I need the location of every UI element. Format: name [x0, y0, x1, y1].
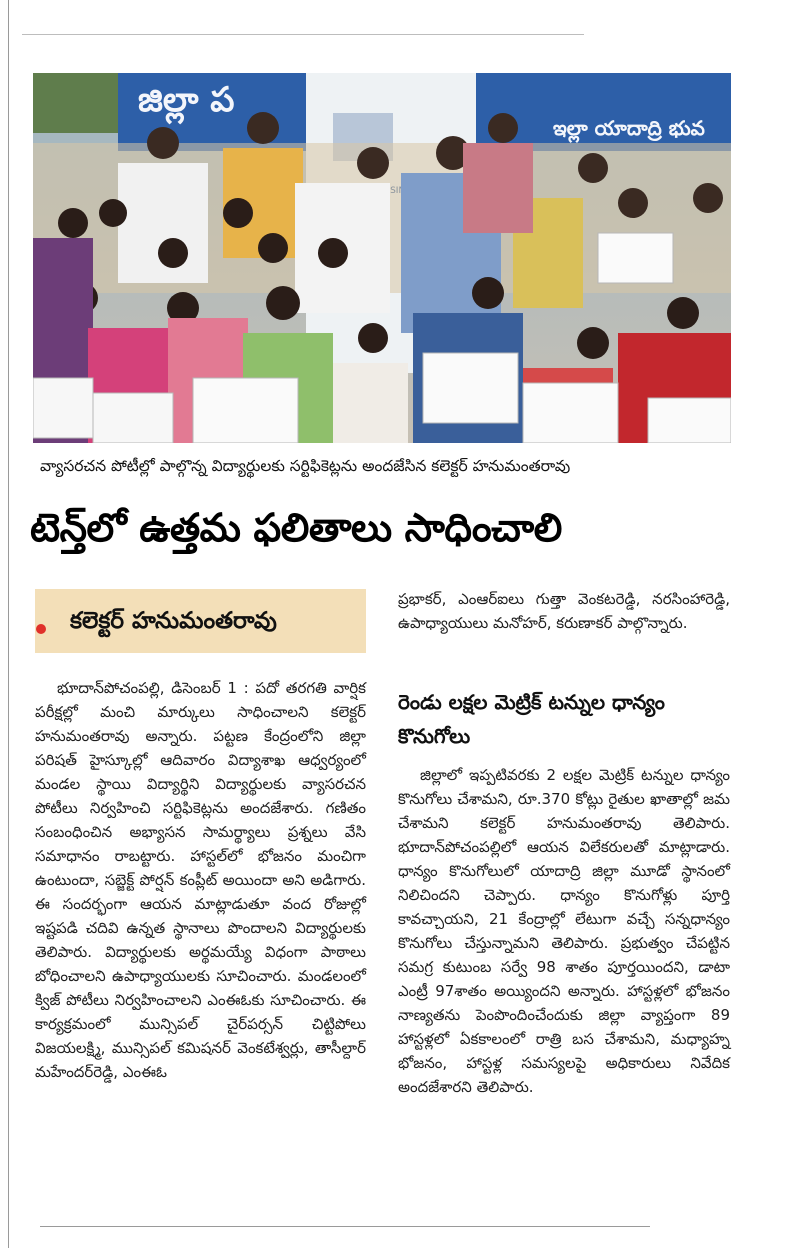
paragraph: ప్రభాకర్, ఎంఆర్ఐలు గుత్తా వెంకటరెడ్డి, నరసింహారెడ్డి, ఉపాధ్యాయులు మనోహర్, కరుణాకర్ పాల్గొన్నారు. [398, 590, 730, 632]
headline: టెన్త్‌లో ఉత్తమ ఫలితాలు సాధించాలి [30, 506, 562, 551]
news-photo [33, 73, 731, 443]
banner-right-text: ఇల్లా యాదాద్రి భువ [553, 116, 705, 140]
top-divider [22, 34, 584, 35]
bullet-icon [36, 624, 46, 634]
article-right-column [398, 763, 730, 1099]
paragraph: భూదాన్‌పోచంపల్లి, డిసెంబర్ 1 : పదో తరగతి వార్షిక పరీక్షల్లో మంచి మార్కులు సాధించాలని కలెక్టర్ హనుమంతరావు అన్నారు. పట్టణ కేంద్రంలోని జిల్లా పరిషత్ హైస్కూల్లో ఆదివారం విద్యాశాఖ ఆధ్వర్యంలో మండల స్థాయి విద్యార్థిని విద్యార్థులకు వ్యాసరచన పోటీలు నిర్వహించి సర్టిఫికెట్లను అందజేశారు. గణితం సంబంధించిన అభ్యాసన సామర్థ్యాలు ప్రశ్నలు వేసి సమాధానం రాబట్టారు. హాస్టల్‌లో భోజనం మంచిగా ఉంటుందా, సబ్జెక్ట్ పోర్షన్ కంప్లీట్ అయిందా అని అడిగారు. ఈ సందర్భంగా ఆయన మాట్లాడుతూ వంద రోజుల్లో ఇష్టపడి చదివి ఉన్నత స్థానాలు పొందాలని విద్యార్థులకు తెలిపారు. విద్యార్థులకు అర్థమయ్యే విధంగా పాఠాలు బోధించాలని ఉపాధ్యాయులకు సూచించారు. మండలంలో క్విజ్ పోటీలు నిర్వహించాలని ఎంఈఓకు సూచించారు. ఈ కార్యక్రమంలో మున్సిపల్ చైర్‌పర్సన్ చిట్టిపోలు విజయలక్ష్మి, మున్సిపల్ కమిషనర్ వెంకటేశ్వర్లు, తాసీల్దార్ మహేందర్‌రెడ్డి, ఎంఈఓ [35, 679, 366, 1081]
photo-caption: వ్యాసరచన పోటీల్లో పాల్గొన్న విద్యార్థులకు సర్టిఫికెట్లను అందజేసిన కలెక్టర్ హనుమంతరావు [40, 457, 571, 475]
article-right-column-top [398, 587, 730, 635]
subheading: రెండు లక్షల మెట్రిక్ టన్నుల ధాన్యం కొనుగోలు [398, 690, 665, 748]
banner-left-text: జిల్లా ప [138, 80, 235, 120]
photo-illustration [33, 73, 731, 443]
paragraph: జిల్లాలో ఇప్పటివరకు 2 లక్షల మెట్రిక్ టన్నుల ధాన్యం కొనుగోలు చేశామని, రూ.370 కోట్లు రైతుల ఖాతాల్లో జమ చేశామని కలెక్టర్ హనుమంతరావు తెలిపారు. భూదాన్‌పోచంపల్లిలో ఆయన విలేకరులతో మాట్లాడారు. ధాన్యం కొనుగోలులో యాదాద్రి జిల్లా మూడో స్థానంలో నిలిచిందని చెప్పారు. ధాన్యం కొనుగోళ్లు పూర్తి కావచ్చాయని, 21 కేంద్రాల్లో లేటుగా వచ్చే సన్నధాన్యం కొనుగోలు చేస్తున్నామని తెలిపారు. ప్రభుత్వం చేపట్టిన సమగ్ర కుటుంబ సర్వే 98 శాతం పూర్తయిందని, డాటా ఎంట్రీ 97శాతం అయ్యిందని అన్నారు. హాస్టళ్లలో భోజనం నాణ్యతను పెంపొందించేందుకు జిల్లా వ్యాప్తంగా 89 హాస్టళ్లలో ఏకకాలంలో రాత్రి బస చేశామని, మధ్యాహ్న భోజనం, హాస్టళ్ల సమస్యలపై అధికారులు నివేదిక అందజేశారని తెలిపారు. [398, 766, 730, 1096]
article-left-column [35, 676, 366, 1084]
page-left-border [8, 0, 9, 1248]
byline: కలెక్టర్ హనుమంతరావు [70, 608, 277, 634]
bottom-divider [40, 1226, 650, 1227]
